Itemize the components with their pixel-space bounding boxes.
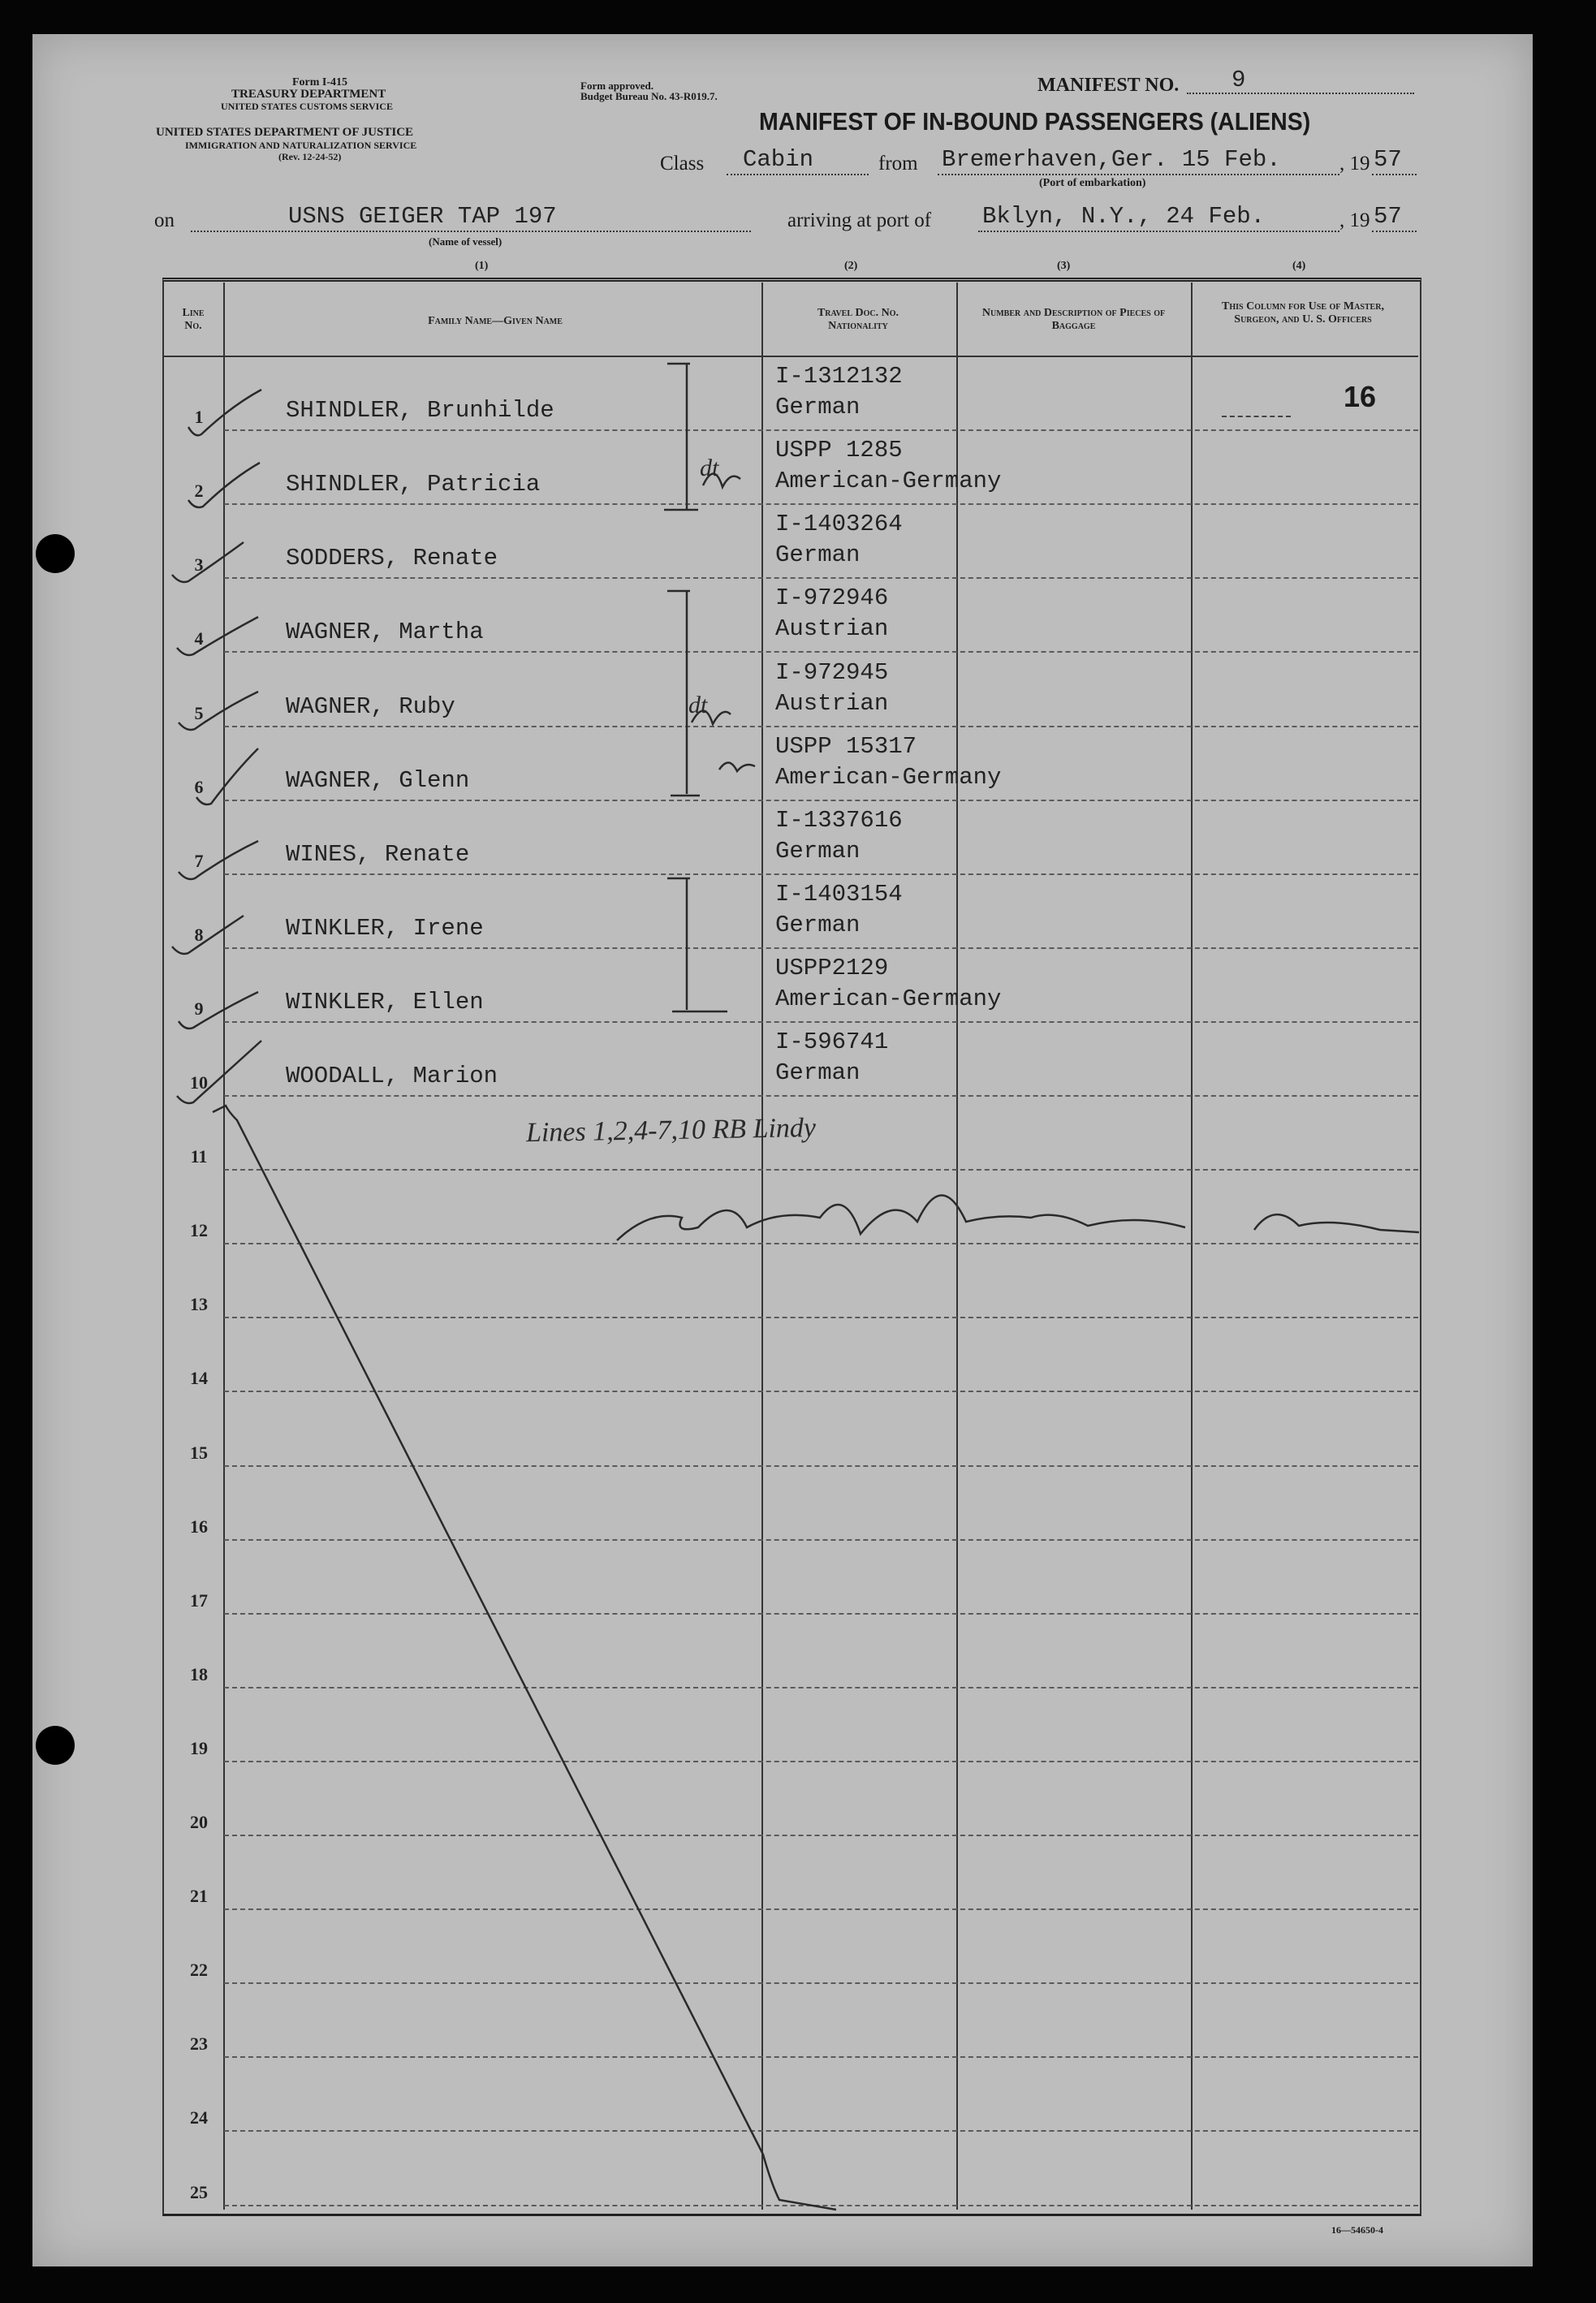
- column-number-1: (1): [475, 260, 489, 272]
- binder-hole-bottom: [36, 1726, 75, 1765]
- nationality: German: [775, 1059, 861, 1086]
- from-year-field: [1372, 146, 1417, 175]
- line-number: 3: [194, 554, 204, 576]
- row-rule: [224, 651, 1418, 653]
- line-number: 23: [190, 2033, 208, 2055]
- officer-dashes: [1222, 416, 1291, 417]
- nationality: Austrian: [775, 615, 889, 643]
- row-rule: [224, 873, 1418, 875]
- arrival-port-field: [978, 203, 1339, 232]
- nationality: American-Germany: [775, 468, 1002, 495]
- from-year-prefix: , 19: [1339, 153, 1370, 175]
- travel-doc-number: I-596741: [775, 1029, 889, 1055]
- nationality: German: [775, 541, 861, 569]
- column-header-officers: This Column for Use of Master, Surgeon, and U. S. Officers: [1222, 300, 1384, 326]
- line-number: 2: [194, 481, 204, 502]
- passenger-name: WAGNER, Glenn: [286, 766, 470, 794]
- line-number: 20: [190, 1812, 208, 1832]
- column-header-baggage: Number and Description of Pieces of Baggage: [981, 307, 1166, 332]
- line-number: 25: [190, 2181, 208, 2202]
- row-rule: [224, 947, 1418, 949]
- line-number: 18: [190, 1663, 208, 1684]
- manifest-title: MANIFEST OF IN-BOUND PASSENGERS (ALIENS): [759, 107, 1311, 136]
- row-rule: [224, 577, 1418, 579]
- line-number: 22: [190, 1960, 208, 1981]
- column-header-line-no: Line No.: [182, 307, 205, 332]
- row-rule: [224, 800, 1418, 801]
- footer-code: 16—54650-4: [1331, 2224, 1383, 2236]
- line-number: 6: [194, 776, 204, 797]
- line-number: 13: [190, 1294, 208, 1315]
- from-value: Bremerhaven,Ger. 15 Feb.: [942, 146, 1281, 173]
- row-rule: [224, 726, 1418, 727]
- passenger-name: SHINDLER, Brunhilde: [286, 397, 554, 425]
- passenger-name: WOODALL, Marion: [286, 1063, 498, 1089]
- nationality: German: [775, 394, 861, 421]
- line-number: 8: [194, 924, 204, 945]
- justice-department-label: UNITED STATES DEPARTMENT OF JUSTICE: [156, 126, 414, 139]
- line-number: 17: [190, 1589, 208, 1611]
- row-rule: [224, 1908, 1418, 1910]
- nationality: American-Germany: [775, 985, 1002, 1012]
- passenger-name: WINKLER, Ellen: [286, 988, 484, 1016]
- row-rule: [224, 1021, 1418, 1023]
- port-embarkation-caption: (Port of embarkation): [1039, 177, 1146, 189]
- line-number: 5: [194, 702, 204, 723]
- travel-doc-number: USPP2129: [775, 954, 889, 981]
- arrival-year-field: [1372, 203, 1417, 232]
- line-number: 16: [190, 1516, 208, 1537]
- arrival-year-prefix: , 19: [1339, 209, 1370, 231]
- line-number: 11: [190, 1146, 208, 1167]
- signature: [617, 1169, 1419, 1250]
- column-number-3: (3): [1057, 260, 1071, 272]
- row-rule: [224, 1317, 1418, 1318]
- nationality: German: [775, 837, 861, 865]
- form-number: Form I-415: [292, 76, 348, 88]
- form-approved-label: Form approved.: [580, 80, 654, 92]
- row-rule: [224, 1095, 1418, 1097]
- travel-doc-number: I-1403154: [775, 880, 903, 908]
- row-rule: [224, 1391, 1418, 1392]
- from-label: from: [878, 153, 918, 175]
- dt-mark-1: dt: [700, 455, 719, 481]
- revision-label: (Rev. 12-24-52): [278, 151, 342, 162]
- row-rule: [224, 1613, 1418, 1615]
- passenger-name: WAGNER, Ruby: [286, 692, 455, 720]
- ins-label: IMMIGRATION AND NATURALIZATION SERVICE: [185, 140, 417, 151]
- line-number: 1: [194, 407, 204, 428]
- row-rule: [224, 429, 1418, 431]
- nationality: German: [775, 911, 861, 938]
- line-number: 12: [190, 1220, 208, 1241]
- manifest-number-value: 9: [1232, 67, 1246, 93]
- from-field: [938, 146, 1339, 175]
- column-number-4: (4): [1292, 260, 1306, 272]
- row-rule: [224, 503, 1418, 505]
- officer-count: 16: [1344, 380, 1377, 413]
- line-number: 15: [190, 1442, 208, 1463]
- arrival-port-value: Bklyn, N.Y., 24 Feb.: [982, 203, 1266, 230]
- row-rule: [224, 1835, 1418, 1836]
- header-rule: [162, 356, 1418, 357]
- class-label: Class: [660, 153, 705, 175]
- row-rule: [224, 1539, 1418, 1541]
- passenger-name: SHINDLER, Patricia: [286, 471, 541, 498]
- department-label: TREASURY DEPARTMENT: [231, 88, 386, 101]
- nationality: American-Germany: [775, 763, 1002, 791]
- arrival-year-value: 57: [1374, 203, 1402, 230]
- dt-mark-2: dt: [688, 692, 708, 718]
- travel-doc-number: I-972946: [775, 584, 889, 612]
- class-value: Cabin: [743, 146, 814, 173]
- manifest-number: [1187, 67, 1414, 94]
- line-number: 19: [190, 1737, 208, 1758]
- row-rule: [224, 2130, 1418, 2132]
- line-number: 10: [190, 1072, 208, 1093]
- row-rule: [224, 2205, 1418, 2206]
- passenger-name: SODDERS, Renate: [286, 545, 498, 572]
- column-header-travel-doc: Travel Doc. No. Nationality: [817, 307, 899, 332]
- line-number: 14: [190, 1368, 208, 1389]
- line-number: 7: [194, 850, 204, 871]
- class-field: [727, 146, 869, 175]
- travel-doc-number: USPP 1285: [775, 437, 903, 464]
- line-number: 21: [190, 1886, 208, 1907]
- customs-service-label: UNITED STATES CUSTOMS SERVICE: [221, 101, 393, 112]
- column-number-2: (2): [844, 260, 858, 272]
- nationality: Austrian: [775, 689, 889, 717]
- vessel-caption: (Name of vessel): [429, 235, 503, 248]
- passenger-name: WINKLER, Irene: [286, 914, 484, 942]
- manifest-label: MANIFEST NO.: [1037, 75, 1180, 96]
- vessel-value: USNS GEIGER TAP 197: [288, 203, 557, 230]
- row-rule: [224, 1761, 1418, 1762]
- row-rule: [224, 1465, 1418, 1467]
- line-number: 4: [194, 628, 204, 649]
- travel-doc-number: I-1312132: [775, 363, 903, 390]
- arriving-label: arriving at port of: [787, 209, 932, 231]
- travel-doc-number: USPP 15317: [775, 732, 917, 760]
- row-rule: [224, 1687, 1418, 1688]
- column-header-name: Family Name—Given Name: [428, 315, 563, 327]
- from-year-value: 57: [1374, 146, 1402, 173]
- row-rule: [224, 1982, 1418, 1984]
- passenger-name: WAGNER, Martha: [286, 619, 484, 646]
- travel-doc-number: I-1337616: [775, 806, 903, 834]
- vessel-field: [191, 203, 751, 232]
- binder-hole-top: [36, 534, 75, 573]
- passenger-name: WINES, Renate: [286, 840, 470, 868]
- budget-bureau-label: Budget Bureau No. 43-R019.7.: [580, 90, 718, 102]
- travel-doc-number: I-1403264: [775, 511, 903, 538]
- on-label: on: [154, 209, 175, 231]
- line-number: 9: [194, 998, 204, 1019]
- travel-doc-number: I-972945: [775, 658, 889, 686]
- row-rule: [224, 2056, 1418, 2058]
- lines-note: Lines 1,2,4-7,10 RB Lindy: [525, 1112, 817, 1149]
- line-number: 24: [190, 2107, 208, 2128]
